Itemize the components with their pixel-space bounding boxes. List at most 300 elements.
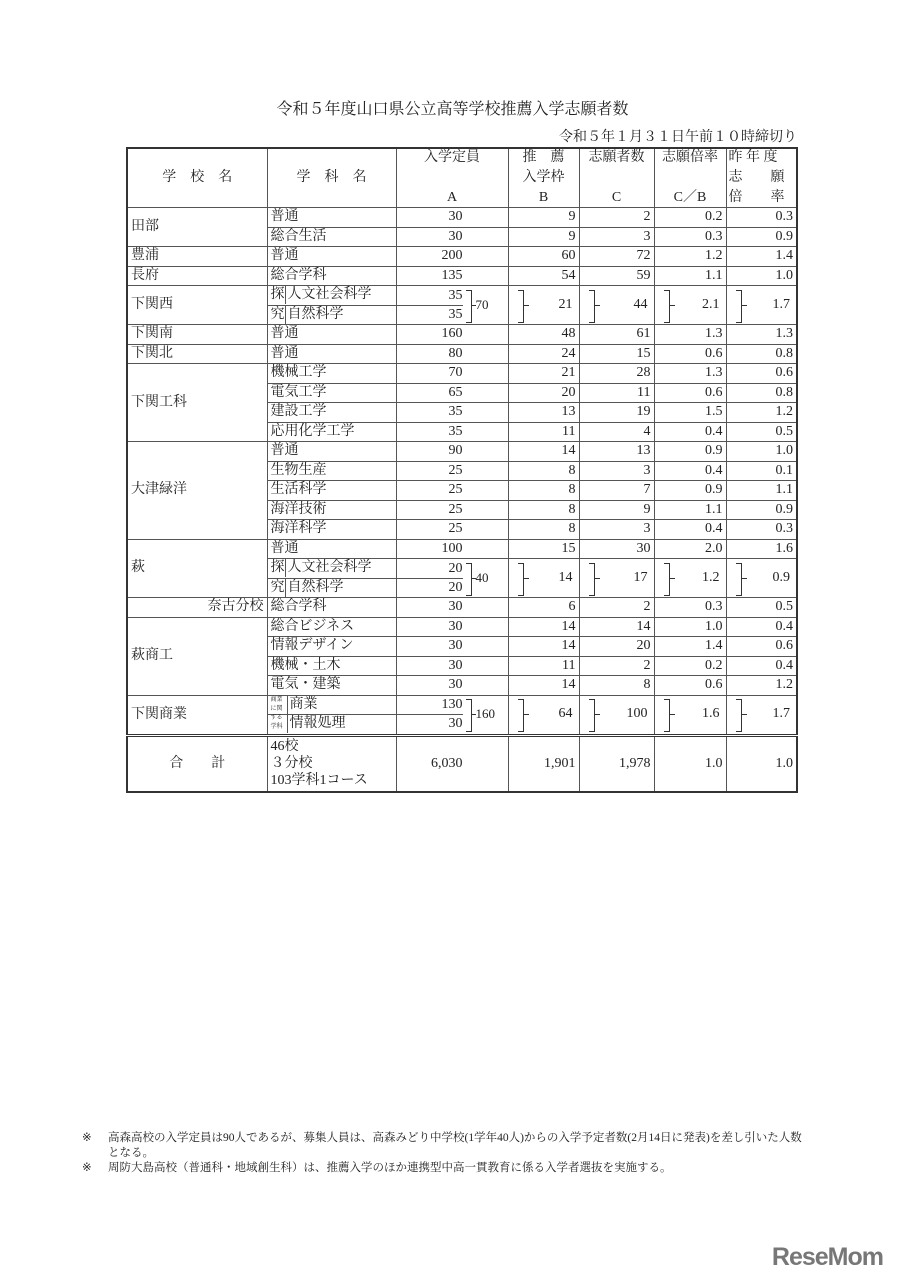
applicants	[579, 695, 654, 735]
applicants-value: 44	[633, 296, 648, 312]
total-prev-ratio: 1.0	[726, 735, 797, 792]
footnote	[82, 1161, 802, 1176]
recommend-quota	[508, 286, 579, 325]
bracket-tick-icon	[670, 714, 675, 715]
prev-ratio: 0.4	[726, 617, 797, 637]
prev-ratio: 1.4	[726, 247, 797, 267]
capacity-cell	[396, 500, 508, 520]
school-name: 奈古分校	[127, 598, 267, 618]
header-applicants	[579, 148, 654, 208]
bracket-tick-icon	[742, 305, 747, 306]
ratio: 0.3	[654, 598, 726, 618]
table-row	[127, 325, 797, 345]
total-applicants: 1,978	[579, 735, 654, 792]
recommend-quota-value: 21	[558, 296, 573, 312]
table-row	[127, 364, 797, 384]
prev-ratio: 1.2	[726, 403, 797, 423]
ratio: 0.2	[654, 208, 726, 228]
recommend-quota	[508, 695, 579, 735]
ratio: 1.0	[654, 617, 726, 637]
dept-name: 機械工学	[267, 364, 396, 384]
dept-name: 普通	[267, 442, 396, 462]
bracket-icon	[664, 290, 670, 323]
recommend-quota: 15	[508, 539, 579, 559]
dept-name: 建設工学	[267, 403, 396, 423]
school-name: 萩	[127, 539, 267, 598]
prev-ratio: 0.5	[726, 422, 797, 442]
applicants-group	[583, 560, 651, 597]
capacity-cell	[396, 422, 508, 442]
ratio-group	[658, 560, 723, 597]
capacity-value: 30	[448, 618, 463, 634]
capacity-cell	[396, 403, 508, 423]
prev-ratio: 1.0	[726, 266, 797, 286]
capacity-cell	[396, 598, 508, 618]
capacity-group	[400, 696, 505, 733]
capacity-value: 30	[448, 228, 463, 244]
capacity-value: 30	[448, 599, 463, 615]
applicants: 2	[579, 598, 654, 618]
applicants: 2	[579, 208, 654, 228]
bracket-icon	[466, 699, 472, 732]
table-row	[127, 344, 797, 364]
capacity-cell	[396, 247, 508, 267]
ratio: 0.6	[654, 383, 726, 403]
applicants: 4	[579, 422, 654, 442]
bracket-icon	[736, 699, 742, 732]
capacity-cell	[396, 344, 508, 364]
dept-name: 普通	[267, 247, 396, 267]
capacity-value: 35	[397, 287, 463, 306]
applicants: 7	[579, 481, 654, 501]
applicants: 9	[579, 500, 654, 520]
prev-ratio	[726, 559, 797, 598]
note-text: 高森高校の入学定員は90人であるが、募集人員は、高森みどり中学校(1学年40人)からの入学予定者数(2月14日に発表)を差し引いた人数となる。	[108, 1132, 802, 1159]
bracket-tick-icon	[595, 305, 600, 306]
capacity-value: 25	[448, 501, 463, 517]
applicants	[579, 559, 654, 598]
applicants: 3	[579, 227, 654, 247]
school-name: 下関南	[127, 325, 267, 345]
recommend-quota: 14	[508, 676, 579, 696]
bracket-icon	[664, 699, 670, 732]
capacity-group	[400, 560, 505, 597]
dept-name	[267, 286, 396, 306]
prev-ratio-group	[730, 287, 794, 324]
header-recommend-label2: 入学枠	[522, 170, 565, 185]
prev-ratio: 0.3	[726, 520, 797, 540]
dept-name: 普通	[267, 325, 396, 345]
bracket-tick-icon	[742, 578, 747, 579]
header-prev-label2: 志 願	[728, 170, 785, 185]
total-capacity	[396, 735, 508, 792]
recommend-quota: 8	[508, 500, 579, 520]
prev-ratio-value: 1.7	[772, 706, 790, 721]
ratio: 0.9	[654, 481, 726, 501]
course-prefix: 究	[270, 306, 285, 322]
prev-ratio: 0.5	[726, 598, 797, 618]
prev-ratio-value: 0.9	[772, 569, 790, 585]
applicants-value: 100	[626, 706, 648, 721]
table-row	[127, 286, 797, 306]
ratio	[654, 286, 726, 325]
applicants: 19	[579, 403, 654, 423]
recommend-quota-group	[512, 560, 576, 597]
note-mark: ※	[82, 1162, 92, 1174]
capacity-cell	[396, 539, 508, 559]
recommend-quota: 24	[508, 344, 579, 364]
recommend-quota: 9	[508, 208, 579, 228]
prev-ratio: 0.1	[726, 461, 797, 481]
recommend-quota: 60	[508, 247, 579, 267]
dept-label: 人文社会科学	[287, 560, 372, 576]
capacity-cell	[396, 656, 508, 676]
recommend-quota: 21	[508, 364, 579, 384]
school-name: 田部	[127, 208, 267, 247]
bracket-icon	[589, 290, 595, 323]
school-name: 下関工科	[127, 364, 267, 442]
ratio-value: 2.1	[702, 296, 720, 312]
bracket-tick-icon	[595, 714, 600, 715]
ratio: 0.4	[654, 422, 726, 442]
ratio-value: 1.6	[702, 706, 720, 721]
capacity-value: 30	[448, 638, 463, 654]
applicants: 28	[579, 364, 654, 384]
dept-name	[267, 305, 396, 325]
header-recommend	[508, 148, 579, 208]
bracket-icon	[664, 563, 670, 596]
note-text: 周防大島高校（普通科・地域創生科）は、推薦入学のほか連携型中高一貫教育に係る入学者選抜を実施する。	[108, 1162, 672, 1174]
dept-name: 普通	[267, 344, 396, 364]
total-ratio: 1.0	[654, 735, 726, 792]
applicants: 30	[579, 539, 654, 559]
school-name: 萩商工	[127, 617, 267, 695]
dept-name: 普通	[267, 539, 396, 559]
bracket-icon	[589, 563, 595, 596]
resemom-logo: ReseMom	[771, 1243, 883, 1271]
recommend-quota-group	[512, 696, 576, 733]
recommend-quota: 48	[508, 325, 579, 345]
recommend-quota: 13	[508, 403, 579, 423]
school-name: 長府	[127, 266, 267, 286]
total-summary-line: ３分校	[270, 756, 313, 771]
bracket-tick-icon	[670, 578, 675, 579]
recommend-quota: 11	[508, 656, 579, 676]
school-name: 大津緑洋	[127, 442, 267, 540]
capacity-value: 100	[441, 540, 463, 556]
capacity-value: 20	[397, 560, 463, 579]
capacity-value: 30	[448, 657, 463, 673]
capacity-total: 40	[475, 569, 489, 585]
recommend-quota: 54	[508, 266, 579, 286]
capacity-value: 160	[441, 326, 463, 342]
capacity-cell	[396, 364, 508, 384]
course-prefix: 探	[270, 287, 285, 303]
ratio: 0.9	[654, 442, 726, 462]
prev-ratio: 1.0	[726, 442, 797, 462]
header-ratio-code: C／B	[673, 190, 707, 205]
dept-label: 商業	[289, 696, 318, 712]
prev-ratio: 0.8	[726, 344, 797, 364]
recommend-quota: 8	[508, 520, 579, 540]
ratio: 1.1	[654, 500, 726, 520]
total-summary	[267, 735, 396, 792]
dept-name	[267, 715, 396, 736]
note-mark: ※	[82, 1132, 92, 1144]
applicants: 11	[579, 383, 654, 403]
capacity-cell	[396, 461, 508, 481]
bracket-icon	[466, 290, 472, 323]
capacity-cell	[396, 676, 508, 696]
bracket-icon	[466, 563, 472, 596]
dept-name: 応用化学工学	[267, 422, 396, 442]
dept-name: 海洋科学	[267, 520, 396, 540]
bracket-tick-icon	[524, 578, 529, 579]
prev-ratio: 0.6	[726, 364, 797, 384]
capacity-value: 65	[448, 384, 463, 400]
capacity-cell	[396, 227, 508, 247]
bracket-tick-icon	[670, 305, 675, 306]
capacity-total: 160	[475, 706, 495, 721]
prev-ratio-group	[730, 696, 794, 733]
capacity-value: 30	[448, 209, 463, 225]
ratio: 1.2	[654, 247, 726, 267]
table-row	[127, 208, 797, 228]
prev-ratio: 1.6	[726, 539, 797, 559]
ratio: 0.4	[654, 461, 726, 481]
applicants-group	[583, 696, 651, 733]
applicants: 2	[579, 656, 654, 676]
capacity-value: 35	[448, 404, 463, 420]
ratio-group	[658, 287, 723, 324]
dept-name: 電気工学	[267, 383, 396, 403]
applicants: 61	[579, 325, 654, 345]
header-capacity-label: 入学定員	[424, 150, 480, 165]
ratio: 1.3	[654, 325, 726, 345]
prev-ratio-value: 1.7	[772, 296, 790, 312]
applicants-table	[126, 147, 798, 793]
ratio: 0.3	[654, 227, 726, 247]
header-dept: 学 科 名	[267, 148, 396, 208]
dept-name	[267, 578, 396, 598]
dept-name: 海洋技術	[267, 500, 396, 520]
applicants: 20	[579, 637, 654, 657]
table-row	[127, 695, 797, 715]
header-prev-ratio	[726, 148, 797, 208]
applicants: 14	[579, 617, 654, 637]
capacity-cell	[396, 442, 508, 462]
total-summary-line: 46校	[270, 739, 299, 754]
prev-ratio: 0.6	[726, 637, 797, 657]
ratio	[654, 695, 726, 735]
prev-ratio: 0.4	[726, 656, 797, 676]
bracket-tick-icon	[524, 305, 529, 306]
bracket-icon	[518, 563, 524, 596]
bracket-tick-icon	[742, 714, 747, 715]
dept-label: 情報処理	[289, 716, 346, 732]
recommend-quota: 8	[508, 461, 579, 481]
total-row	[127, 735, 797, 792]
capacity-value: 30	[448, 677, 463, 693]
course-prefix: 究	[270, 579, 285, 595]
capacity-cell	[396, 286, 508, 325]
applicants: 3	[579, 461, 654, 481]
ratio: 0.6	[654, 344, 726, 364]
capacity-value: 25	[448, 482, 463, 498]
prev-ratio: 1.2	[726, 676, 797, 696]
capacity-value: 135	[441, 267, 463, 283]
recommend-quota-value: 14	[558, 569, 573, 585]
school-name: 下関北	[127, 344, 267, 364]
recommend-quota: 20	[508, 383, 579, 403]
capacity-value: 80	[448, 345, 463, 361]
header-school: 学 校 名	[127, 148, 267, 208]
header-row	[127, 148, 797, 208]
header-prev-label1: 昨 年 度	[728, 150, 778, 165]
prev-ratio: 0.8	[726, 383, 797, 403]
capacity-value: 35	[448, 423, 463, 439]
capacity-cell	[396, 266, 508, 286]
dept-name: 総合生活	[267, 227, 396, 247]
dept-name: 生活科学	[267, 481, 396, 501]
school-name: 下関商業	[127, 695, 267, 735]
header-ratio	[654, 148, 726, 208]
prev-ratio: 1.1	[726, 481, 797, 501]
dept-name	[267, 559, 396, 579]
ratio: 2.0	[654, 539, 726, 559]
dept-name: 総合学科	[267, 598, 396, 618]
capacity-group	[400, 287, 505, 324]
prev-ratio-group	[730, 560, 794, 597]
applicants: 8	[579, 676, 654, 696]
prev-ratio: 0.3	[726, 208, 797, 228]
bracket-tick-icon	[524, 714, 529, 715]
bracket-icon	[736, 563, 742, 596]
bracket-tick-icon	[595, 578, 600, 579]
capacity-value: 90	[448, 443, 463, 459]
applicants-group	[583, 287, 651, 324]
prev-ratio: 1.3	[726, 325, 797, 345]
capacity-cell	[396, 637, 508, 657]
total-summary-line: 103学科1コース	[270, 773, 368, 788]
capacity-cell	[396, 617, 508, 637]
ratio: 1.5	[654, 403, 726, 423]
recommend-quota: 9	[508, 227, 579, 247]
dept-name: 生物生産	[267, 461, 396, 481]
header-recommend-label: 推 薦	[522, 150, 565, 165]
recommend-quota: 11	[508, 422, 579, 442]
capacity-value: 35	[448, 306, 463, 322]
applicants: 3	[579, 520, 654, 540]
capacity-value: 70	[448, 365, 463, 381]
capacity-cell	[396, 208, 508, 228]
prev-ratio: 0.9	[726, 500, 797, 520]
capacity-value: 200	[441, 248, 463, 264]
total-capacity-value: 6,030	[431, 755, 463, 771]
footnote	[82, 1131, 802, 1161]
prev-ratio	[726, 286, 797, 325]
ratio: 0.2	[654, 656, 726, 676]
total-label: 合 計	[127, 735, 267, 792]
applicants: 72	[579, 247, 654, 267]
recommend-quota: 14	[508, 637, 579, 657]
header-capacity	[396, 148, 508, 208]
recommend-quota: 14	[508, 442, 579, 462]
ratio-value: 1.2	[702, 569, 720, 585]
capacity-cell	[396, 383, 508, 403]
recommend-quota: 6	[508, 598, 579, 618]
applicants: 15	[579, 344, 654, 364]
course-prefix: 探	[270, 560, 285, 576]
table-row	[127, 598, 797, 618]
applicants: 13	[579, 442, 654, 462]
deadline-note: 令和５年１月３１日午前１０時締切り	[559, 130, 797, 145]
header-capacity-code: A	[446, 190, 458, 205]
capacity-value: 25	[448, 521, 463, 537]
capacity-cell	[396, 695, 508, 735]
bracket-icon	[736, 290, 742, 323]
ratio: 1.3	[654, 364, 726, 384]
capacity-value: 130	[397, 696, 463, 715]
ratio: 0.6	[654, 676, 726, 696]
footnotes	[82, 1131, 802, 1176]
dept-label: 人文社会科学	[287, 287, 372, 303]
course-prefix-small	[271, 715, 288, 733]
school-name: 豊浦	[127, 247, 267, 267]
dept-name: 総合ビジネス	[267, 617, 396, 637]
applicants	[579, 286, 654, 325]
dept-name: 総合学科	[267, 266, 396, 286]
recommend-quota-group	[512, 287, 576, 324]
total-recommend: 1,901	[508, 735, 579, 792]
bracket-icon	[518, 699, 524, 732]
dept-name: 電気・建築	[267, 676, 396, 696]
bracket-icon	[518, 290, 524, 323]
dept-name: 機械・土木	[267, 656, 396, 676]
capacity-total: 70	[475, 296, 489, 312]
recommend-quota-value: 64	[558, 706, 573, 721]
applicants-value: 17	[633, 569, 648, 585]
ratio	[654, 559, 726, 598]
table-row	[127, 247, 797, 267]
table-row	[127, 539, 797, 559]
recommend-quota	[508, 559, 579, 598]
capacity-cell	[396, 325, 508, 345]
header-applicants-code: C	[611, 190, 622, 205]
capacity-cell	[396, 559, 508, 598]
dept-label: 自然科学	[287, 579, 344, 595]
course-prefix-small: 商業に関する学科	[271, 696, 288, 714]
capacity-value: 20	[448, 579, 463, 595]
prev-ratio	[726, 695, 797, 735]
bracket-icon	[589, 699, 595, 732]
header-ratio-label: 志願倍率	[662, 150, 718, 165]
recommend-quota: 8	[508, 481, 579, 501]
table-row	[127, 266, 797, 286]
dept-name: 普通	[267, 208, 396, 228]
dept-name: 情報デザイン	[267, 637, 396, 657]
ratio-group	[658, 696, 723, 733]
dept-label: 自然科学	[287, 306, 344, 322]
capacity-cell	[396, 481, 508, 501]
ratio: 0.4	[654, 520, 726, 540]
header-applicants-label: 志願者数	[588, 150, 645, 165]
header-recommend-code: B	[538, 190, 549, 205]
capacity-value: 25	[448, 462, 463, 478]
capacity-cell	[396, 520, 508, 540]
ratio: 1.4	[654, 637, 726, 657]
table-row	[127, 442, 797, 462]
